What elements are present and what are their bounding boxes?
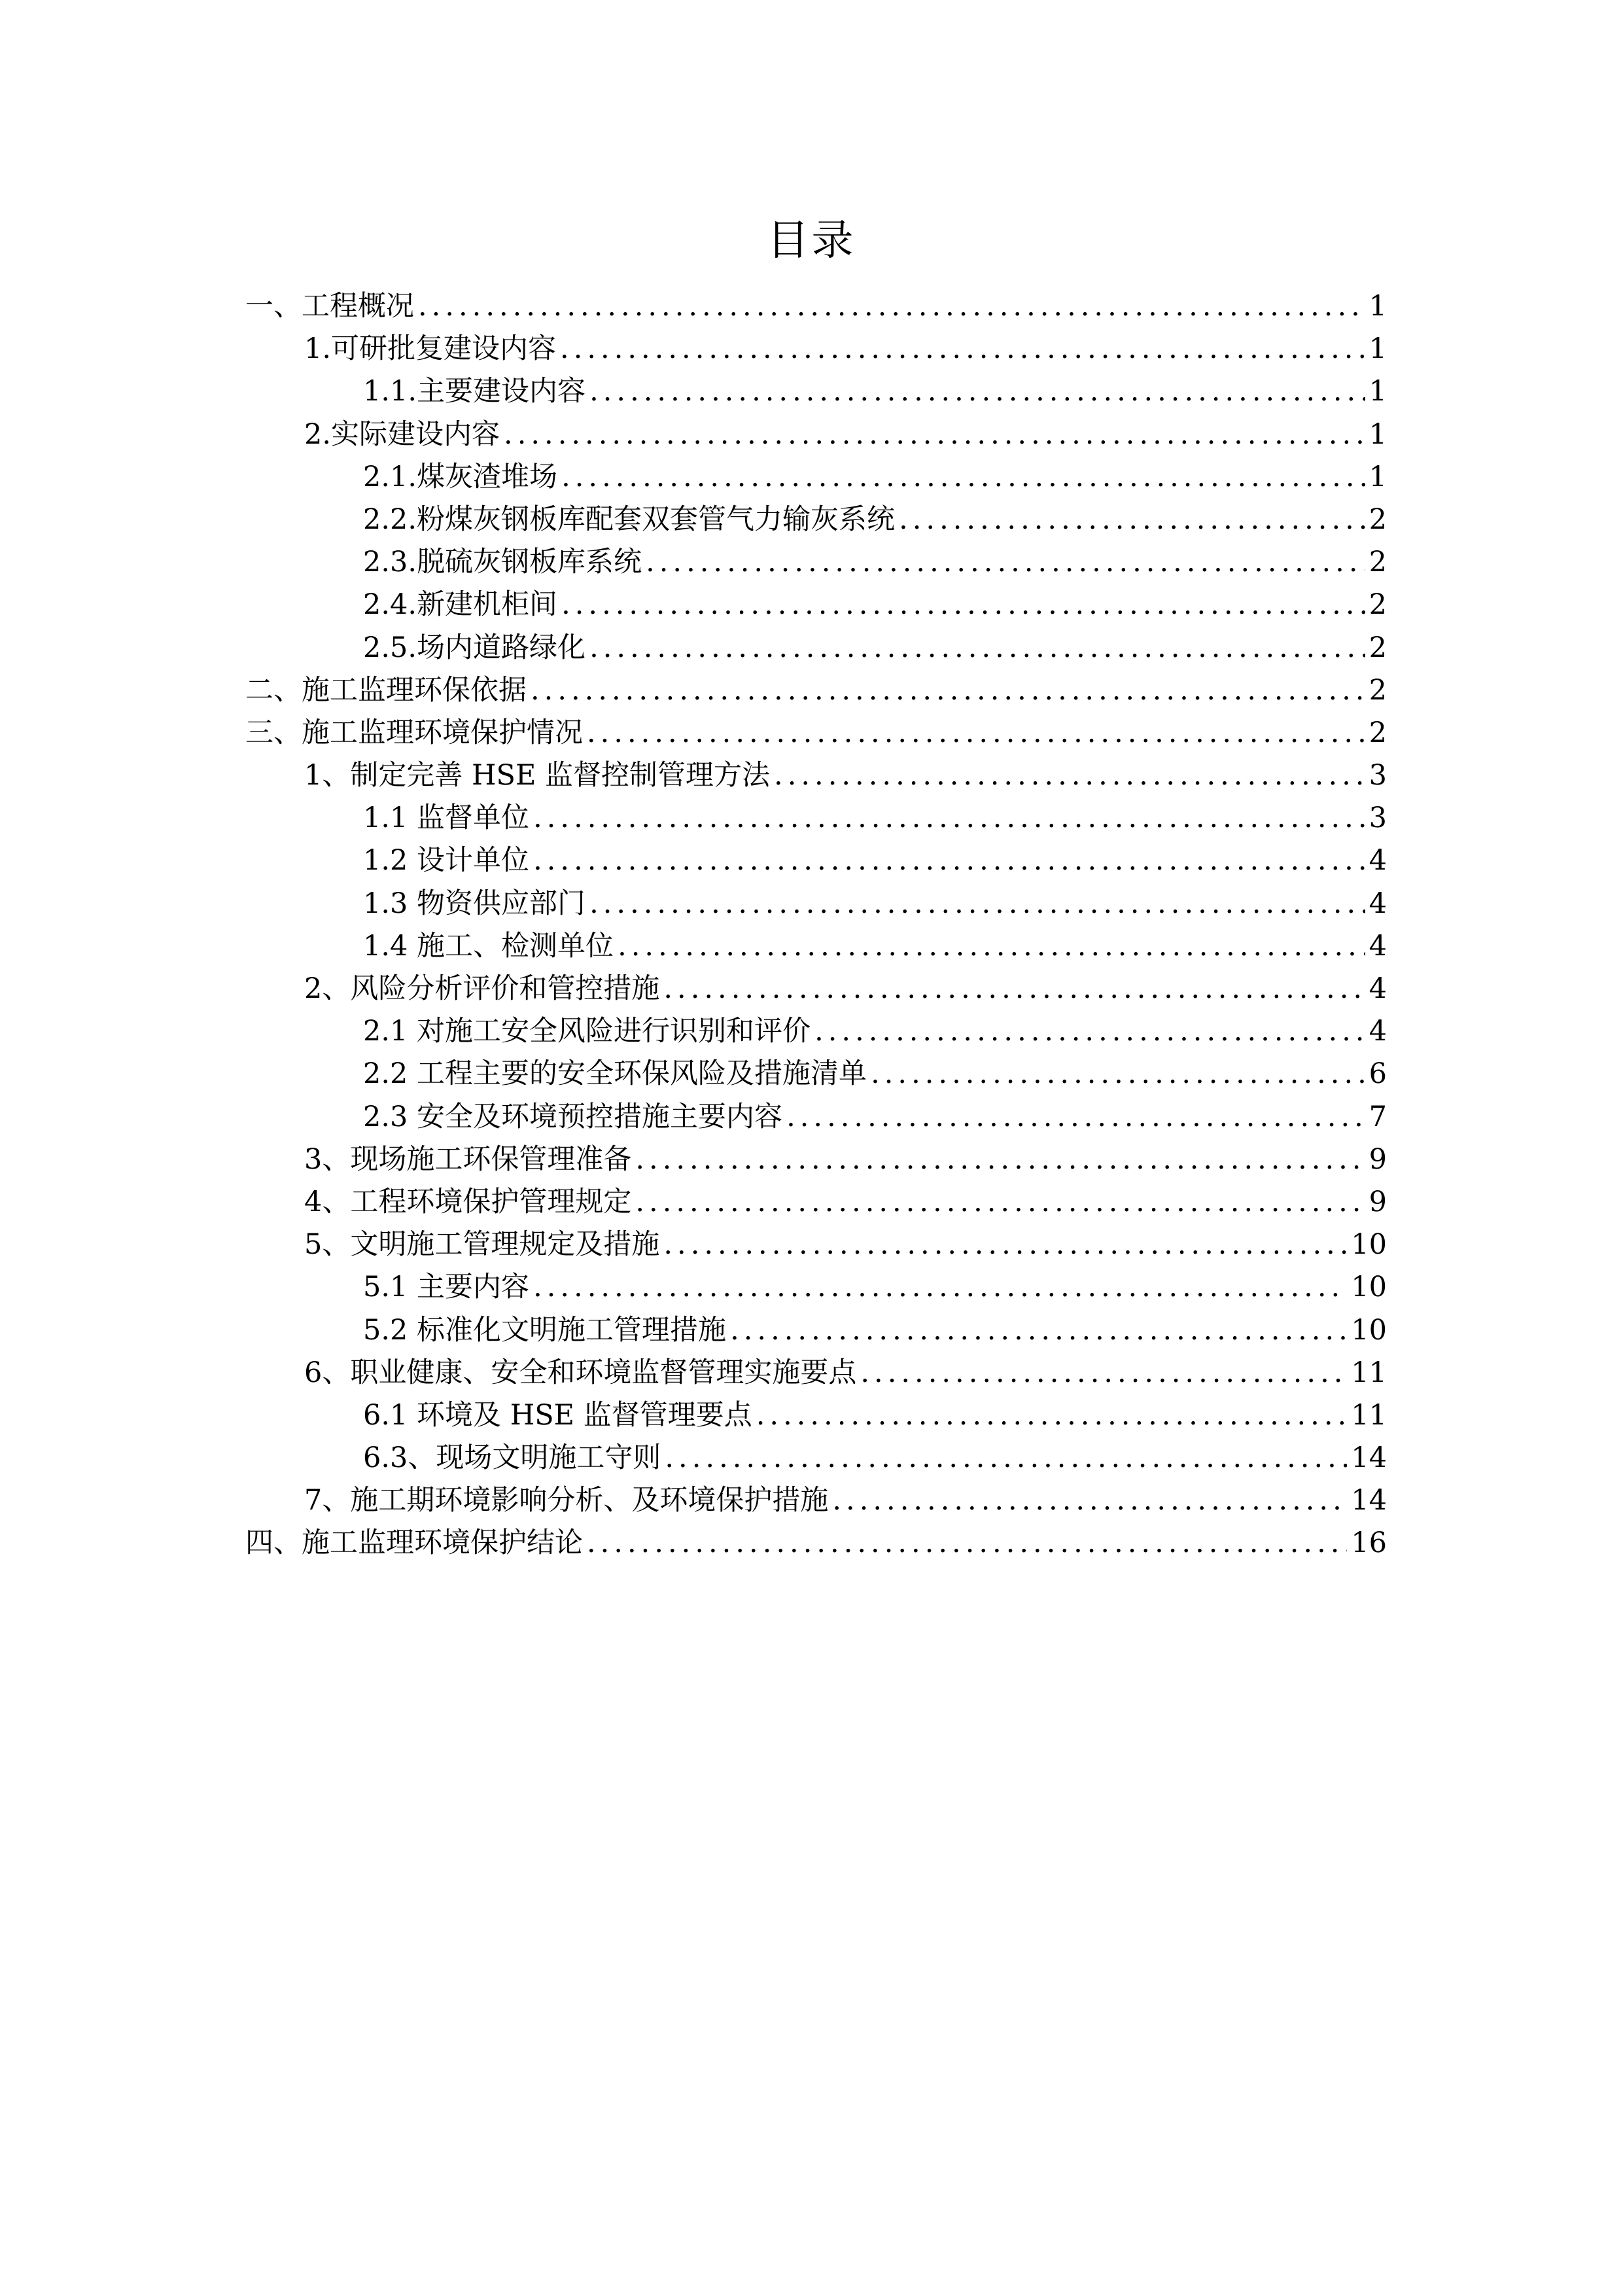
toc-entry-text: 2.1 对施工安全风险进行识别和评价: [363, 1015, 811, 1048]
dot-leader: [589, 883, 1365, 925]
toc-entry[interactable]: [245, 839, 1387, 882]
toc-entry-text: 施工监理环保依据: [302, 673, 527, 707]
toc-entry-page: 2: [1369, 716, 1387, 749]
toc-entry-text: 新建机柜间: [417, 588, 558, 622]
toc-entry-page: 1: [1369, 417, 1387, 451]
toc-entry-page: 14: [1351, 1441, 1387, 1475]
toc-entry-page: 6: [1369, 1057, 1387, 1091]
toc-entry[interactable]: [245, 499, 1387, 541]
toc-entry-page: 10: [1351, 1271, 1387, 1304]
toc-entry[interactable]: [245, 627, 1387, 669]
dot-leader: [531, 669, 1365, 712]
dot-leader: [814, 1010, 1365, 1053]
dot-leader: [832, 1479, 1347, 1522]
toc-entry[interactable]: [245, 541, 1387, 584]
toc-entry[interactable]: [245, 1479, 1387, 1522]
toc-entry-text: 场内道路绿化: [417, 631, 586, 664]
toc-entry-text: 7、施工期环境影响分析、及环境保护措施: [304, 1484, 829, 1517]
toc-entry[interactable]: [245, 1053, 1387, 1095]
toc-entry-page: 14: [1351, 1484, 1387, 1517]
toc-entry-text: 3、现场施工环保管理准备: [304, 1142, 632, 1176]
toc-entry-text: 施工监理环境保护情况: [302, 716, 583, 749]
toc-entry-number: 三、: [245, 716, 302, 749]
dot-leader: [774, 754, 1365, 797]
dot-leader: [561, 584, 1365, 626]
toc-entry-page: 11: [1351, 1356, 1387, 1389]
toc-entry[interactable]: [245, 669, 1387, 712]
dot-leader: [860, 1352, 1347, 1394]
toc-entry[interactable]: [245, 925, 1387, 968]
toc-entry[interactable]: [245, 1010, 1387, 1053]
toc-entry-text: 1、制定完善 HSE 监督控制管理方法: [304, 759, 771, 792]
toc-entry[interactable]: [245, 797, 1387, 839]
toc-entry-text: 2.3 安全及环境预控措施主要内容: [363, 1100, 783, 1133]
toc-entry-page: 3: [1369, 759, 1387, 792]
toc-entry-page: 7: [1369, 1100, 1387, 1133]
toc-entry-page: 4: [1369, 844, 1387, 877]
toc-entry-text: 工程概况: [302, 290, 414, 323]
toc-entry-text: 脱硫灰钢板库系统: [417, 546, 642, 579]
toc-entry-page: 1: [1369, 290, 1387, 323]
toc-entry[interactable]: [245, 414, 1387, 456]
toc-entry[interactable]: [245, 1224, 1387, 1266]
dot-leader: [786, 1096, 1365, 1139]
toc-entry[interactable]: [245, 1437, 1387, 1479]
toc-entry-text: 可研批复建设内容: [331, 332, 557, 366]
toc-entry-number: 2.1.: [363, 460, 417, 493]
toc-entry[interactable]: [245, 1522, 1387, 1564]
toc-entry-number: 1.: [304, 332, 332, 366]
toc-entry-page: 4: [1369, 929, 1387, 963]
toc-entry-page: 4: [1369, 887, 1387, 920]
toc-entry-page: 2: [1369, 546, 1387, 579]
dot-leader: [533, 1266, 1347, 1309]
dot-leader: [533, 797, 1365, 839]
toc-entry-text: 1.4 施工、检测单位: [363, 929, 614, 963]
toc-entry[interactable]: [245, 370, 1387, 413]
toc-entry[interactable]: [245, 754, 1387, 797]
toc-entry-page: 10: [1351, 1228, 1387, 1262]
toc-entry[interactable]: [245, 328, 1387, 370]
toc-entry-text: 2、风险分析评价和管控措施: [304, 972, 660, 1005]
toc-entry[interactable]: [245, 712, 1387, 754]
table-of-contents: [245, 285, 1387, 1565]
toc-entry-text: 6、职业健康、安全和环境监督管理实施要点: [304, 1356, 857, 1389]
toc-title: 目录: [767, 217, 856, 265]
dot-leader: [871, 1053, 1365, 1095]
dot-leader: [504, 414, 1365, 456]
toc-entry-page: 1: [1369, 332, 1387, 366]
dot-leader: [561, 456, 1365, 499]
toc-entry-text: 1.3 物资供应部门: [363, 887, 586, 920]
toc-entry-number: 1.1.: [363, 375, 417, 408]
toc-entry-text: 实际建设内容: [331, 417, 500, 451]
toc-entry[interactable]: [245, 968, 1387, 1010]
dot-leader: [533, 839, 1365, 882]
toc-entry[interactable]: [245, 1139, 1387, 1181]
dot-leader: [587, 1522, 1347, 1564]
toc-entry-page: 4: [1369, 972, 1387, 1005]
dot-leader: [756, 1394, 1348, 1437]
toc-entry-page: 2: [1369, 673, 1387, 707]
dot-leader: [663, 968, 1365, 1010]
toc-entry[interactable]: [245, 584, 1387, 626]
toc-entry-number: 2.2.: [363, 503, 417, 536]
toc-entry-page: 9: [1369, 1142, 1387, 1176]
toc-entry-text: 6.1 环境及 HSE 监督管理要点: [363, 1398, 752, 1432]
toc-entry-page: 11: [1351, 1398, 1387, 1432]
toc-entry-text: 4、工程环境保护管理规定: [304, 1185, 632, 1218]
dot-leader: [899, 499, 1365, 541]
toc-entry-number: 2.4.: [363, 588, 417, 622]
dot-leader: [560, 328, 1365, 370]
toc-entry-number: 2.5.: [363, 631, 417, 664]
toc-entry-number: 一、: [245, 290, 302, 323]
toc-entry-text: 1.2 设计单位: [363, 844, 530, 877]
toc-entry-text: 5.1 主要内容: [363, 1271, 530, 1304]
toc-entry-page: 1: [1369, 460, 1387, 493]
toc-entry-page: 3: [1369, 802, 1387, 835]
toc-entry-page: 4: [1369, 1015, 1387, 1048]
toc-entry-page: 1: [1369, 375, 1387, 408]
dot-leader: [665, 1437, 1347, 1479]
dot-leader: [635, 1139, 1365, 1181]
toc-entry-page: 10: [1351, 1313, 1387, 1347]
toc-entry-text: 6.3、现场文明施工守则: [363, 1441, 661, 1475]
toc-entry-number: 2.: [304, 417, 332, 451]
toc-entry-number: 2.3.: [363, 546, 417, 579]
dot-leader: [730, 1309, 1347, 1352]
toc-entry[interactable]: [245, 456, 1387, 499]
toc-entry-page: 16: [1351, 1527, 1387, 1560]
toc-entry[interactable]: [245, 1394, 1387, 1437]
toc-entry[interactable]: [245, 1181, 1387, 1224]
toc-entry-text: 1.1 监督单位: [363, 802, 530, 835]
toc-entry-page: 2: [1369, 631, 1387, 664]
toc-entry[interactable]: [245, 883, 1387, 925]
dot-leader: [587, 712, 1365, 754]
toc-entry-text: 主要建设内容: [417, 375, 586, 408]
dot-leader: [646, 541, 1365, 584]
dot-leader: [663, 1224, 1347, 1266]
dot-leader: [418, 285, 1365, 328]
toc-entry-text: 煤灰渣堆场: [417, 460, 558, 493]
dot-leader: [589, 370, 1365, 413]
toc-entry-text: 四、施工监理环境保护结论: [245, 1527, 583, 1560]
toc-entry-text: 5、文明施工管理规定及措施: [304, 1228, 660, 1262]
toc-entry[interactable]: [245, 1309, 1387, 1352]
toc-entry-page: 9: [1369, 1185, 1387, 1218]
toc-entry[interactable]: [245, 1266, 1387, 1309]
toc-entry-text: 粉煤灰钢板库配套双套管气力输灰系统: [417, 503, 896, 536]
dot-leader: [589, 627, 1365, 669]
toc-entry-text: 5.2 标准化文明施工管理措施: [363, 1313, 727, 1347]
toc-entry-page: 2: [1369, 503, 1387, 536]
toc-entry-text: 2.2 工程主要的安全环保风险及措施清单: [363, 1057, 867, 1091]
toc-entry[interactable]: [245, 285, 1387, 328]
dot-leader: [635, 1181, 1365, 1224]
toc-entry[interactable]: [245, 1096, 1387, 1139]
toc-entry[interactable]: [245, 1352, 1387, 1394]
toc-entry-page: 2: [1369, 588, 1387, 622]
toc-entry-number: 二、: [245, 673, 302, 707]
dot-leader: [618, 925, 1365, 968]
